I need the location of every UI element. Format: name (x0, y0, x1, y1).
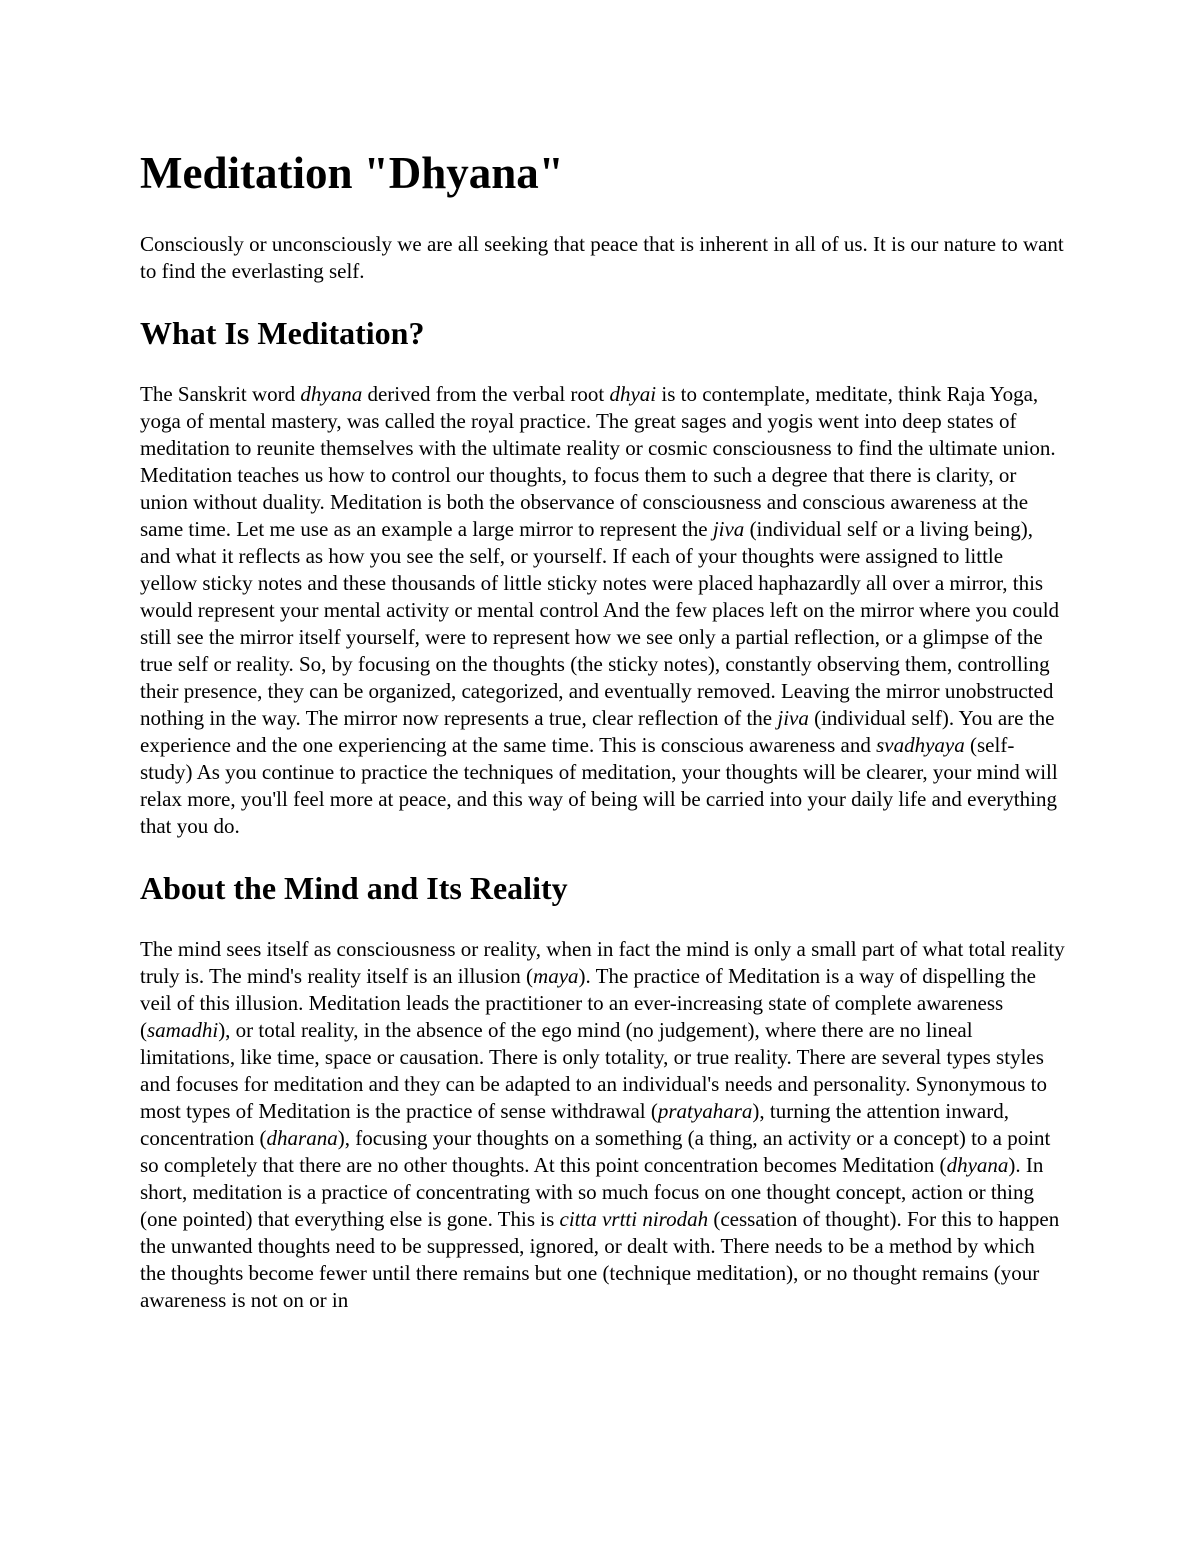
text-run: The Sanskrit word (140, 382, 301, 406)
section-heading-mind-reality: About the Mind and Its Reality (140, 870, 568, 906)
sanskrit-term: samadhi (147, 1018, 219, 1042)
text-run: ), turning the attention inward, concentration ( (140, 1099, 1009, 1150)
text-run: (individual self or a living being), and what it reflects as how you see the self, or yourself. If each of your thoughts were assigned to little yellow sticky notes and these thousands of little sticky notes were placed haphazardly all over a mirror, this would represent your mental activity or mental control And the few places left on the mirror where you could still see the mirror itself yourself, were to represent how we see only a partial reflection, or a glimpse of the true self or reality. So, by focusing on the thoughts (the sticky notes), constantly observing them, controlling their presence, they can be organized, categorized, and eventually removed. Leaving the mirror unobstructed nothing in the way. The mirror now represents a true, clear reflection of the (140, 517, 1060, 730)
document-page (140, 145, 1065, 1314)
sanskrit-term: jiva (712, 517, 745, 541)
text-run: ). The practice of Meditation is a way of dispelling the veil of this illusion. Meditation leads the practitioner to an ever-increasing state of complete awareness ( (140, 964, 1036, 1042)
text-run: derived from the verbal root (362, 382, 610, 406)
sanskrit-term: dhyana (946, 1153, 1009, 1177)
sanskrit-term: maya (533, 964, 579, 988)
text-run: (individual self). You are the experience and the one experiencing at the same time. This is conscious awareness and (140, 706, 1055, 757)
text-run: is to contemplate, meditate, think Raja Yoga, yoga of mental mastery, was called the royal practice. The great sages and yogis went into deep states of meditation to reunite themselves with the ultimate reality or cosmic consciousness to find the ultimate union. Meditation teaches us how to control our thoughts, to focus them to such a degree that there is clarity, or union without duality. Meditation is both the observance of consciousness and conscious awareness at the same time. Let me use as an example a large mirror to represent the (140, 382, 1056, 541)
section-paragraph-what-is-meditation (140, 381, 1065, 840)
sanskrit-term: dharana (266, 1126, 338, 1150)
sanskrit-term: dhyai (609, 382, 657, 406)
document-title: Meditation "Dhyana" (140, 148, 564, 198)
section-paragraph-mind-reality (140, 936, 1065, 1314)
text-run: ), or total reality, in the absence of the ego mind (no judgement), where there are no lineal limitations, like time, space or causation. There is only totality, or true reality. There are several types styles and focuses for meditation and they can be adapted to an individual's needs and personality. Synonymous to most types of Meditation is the practice of sense withdrawal ( (140, 1018, 1047, 1123)
intro-paragraph: Consciously or unconsciously we are all seeking that peace that is inherent in all of us. It is our nature to want to find the everlasting self. (140, 232, 1064, 283)
text-run: The mind sees itself as consciousness or reality, when in fact the mind is only a small part of what total reality truly is. The mind's reality itself is an illusion ( (140, 937, 1065, 988)
section-heading-what-is-meditation: What Is Meditation? (140, 315, 425, 351)
text-run: (self-study) As you continue to practice the techniques of meditation, your thoughts will be clearer, your mind will relax more, you'll feel more at peace, and this way of being will be carried into your daily life and everything that you do. (140, 733, 1058, 838)
sanskrit-term: pratyahara (657, 1099, 753, 1123)
text-run: ). In short, meditation is a practice of concentrating with so much focus on one thought concept, action or thing (one pointed) that everything else is gone. This is (140, 1153, 1044, 1231)
sanskrit-term: jiva (777, 706, 809, 730)
sanskrit-term: dhyana (300, 382, 363, 406)
text-run: (cessation of thought). For this to happen the unwanted thoughts need to be suppressed, ignored, or dealt with. There needs to be a method by which the thoughts become fewer until there remains but one (technique meditation), or no thought remains (your awareness is not on or in (140, 1207, 1060, 1312)
text-run: ), focusing your thoughts on a something (a thing, an activity or a concept) to a point so completely that there are no other thoughts. At this point concentration becomes Meditation ( (140, 1126, 1051, 1177)
sanskrit-term: svadhyaya (876, 733, 965, 757)
sanskrit-term: citta vrtti nirodah (559, 1207, 709, 1231)
